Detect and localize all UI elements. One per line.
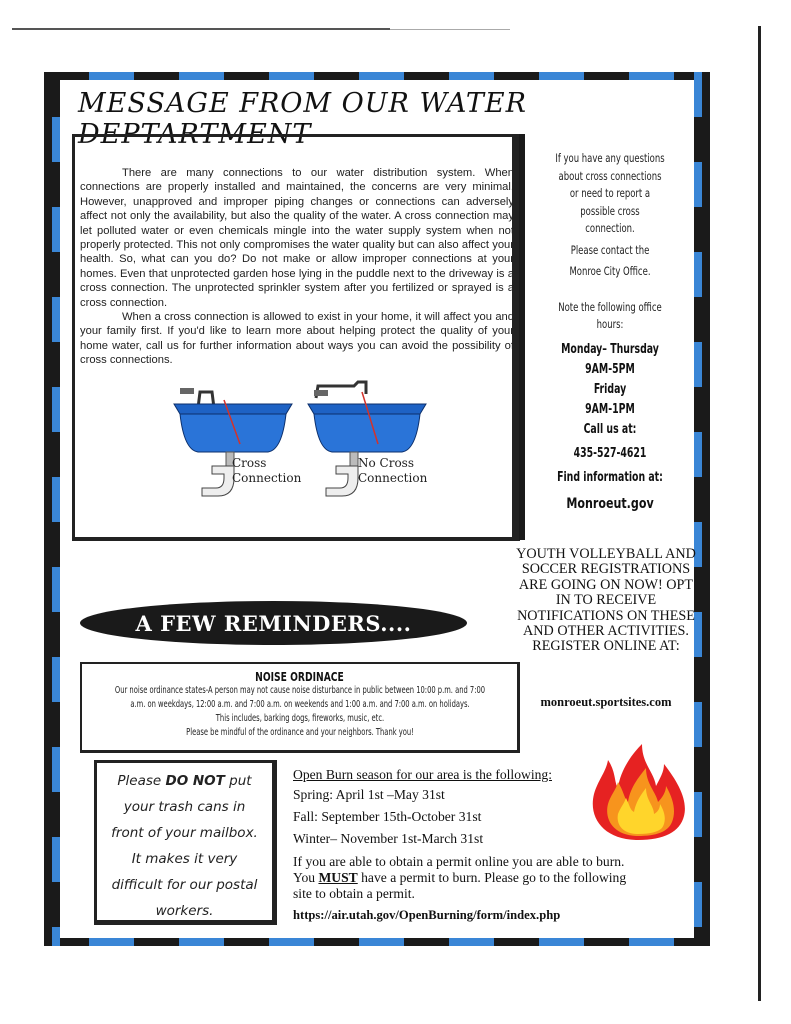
burn-permit-text — [293, 854, 633, 902]
office-question-2: about cross connections — [558, 168, 662, 183]
scan-edge-bar — [758, 26, 761, 1001]
office-call-label: Call us at: — [583, 421, 637, 437]
burn-permit-b: have a permit to burn. Please go to the following site to obtain a permit. — [293, 870, 627, 901]
column-divider — [519, 134, 525, 540]
trash-line-2: your trash cans in — [123, 799, 246, 815]
office-days-1: Monday– Thursday — [561, 341, 659, 357]
burn-fall: Fall: September 15th-October 31st — [293, 809, 482, 824]
top-rule-faint — [390, 29, 510, 30]
noise-line-1: Our noise ordinance states-A person may not cause noise disturbance in public between 10:00 p.m. and 7:00 — [114, 685, 486, 696]
cross-label-1: Cross — [232, 456, 267, 470]
page-title: MESSAGE FROM OUR WATER DEPTARTMENT — [78, 88, 527, 150]
cross-label-2: Connection — [232, 471, 302, 485]
flame-icon — [584, 742, 692, 842]
office-contact-1: Please contact the — [570, 242, 650, 257]
open-burn-section — [293, 766, 633, 923]
trash-line-3: front of your mailbox. — [111, 825, 258, 841]
reminders-banner: A FEW REMINDERS.... — [80, 601, 467, 645]
noise-ordinance-box — [80, 662, 520, 753]
office-find-label: Find information at: — [557, 469, 663, 485]
water-info-paragraph-1: There are many connections to our water distribution system. When connections are properly installed and maintained, the concerns are very minimal. However, unapproved and improper piping changes or connections can adversely affect not only the availability, but also the quality of the water. A cross connection may let polluted water or even chemicals mingle into the water supply system when not properly protected. This not only compromises the water quality but can also affect your health. So, what can you do? Do not make or allow improper connections at your homes. Even that unprotected garden hose lying in the puddle next to the driveway is a cross connection. The unprotected sprinkler system after you fertilized or sprayed is a cross connection. — [80, 167, 514, 309]
youth-registration-link[interactable]: monroeut.sportsites.com — [540, 695, 672, 709]
office-question-3: or need to report a — [569, 186, 651, 200]
office-question-5: connection. — [585, 221, 635, 235]
no-cross-connection-sink-icon — [306, 372, 436, 508]
cross-connection-sink-icon — [172, 378, 302, 508]
youth-registration-text: YOUTH VOLLEYBALL AND SOCCER REGISTRATIONS ARE GOING ON NOW! OPT IN TO RECEIVE NOTIFICATIONS ON THESE AND OTHER ACTIVITIES. REGISTER ONLINE AT: — [516, 546, 696, 655]
trash-can-notice — [94, 760, 277, 925]
noise-line-2: a.m. on weekdays, 12:00 a.m. and 7:00 a.m. on weekends and 1:00 a.m. and 7:00 a.m. on holidays. — [130, 699, 470, 710]
burn-must: MUST — [318, 870, 358, 885]
trash-line-5: difficult for our postal — [111, 877, 258, 893]
trash-do-not: DO NOT — [165, 773, 225, 789]
trash-line-4: It makes it very — [131, 851, 238, 867]
noise-heading: NOISE ORDINACE — [255, 670, 344, 684]
office-hours-2: 9AM-1PM — [585, 401, 635, 417]
office-question-1: If you have any questions — [555, 151, 665, 165]
burn-permit-link[interactable]: https://air.utah.gov/OpenBurning/form/index.php — [293, 908, 561, 922]
no-cross-label-1: No Cross — [358, 456, 414, 470]
burn-spring: Spring: April 1st –May 31st — [293, 787, 445, 802]
office-phone: 435-527-4621 — [573, 445, 647, 461]
burn-permit-a: If you are able to obtain a permit online you are able to burn. You — [293, 854, 625, 885]
office-contact-2: Monroe City Office. — [569, 264, 651, 278]
office-hours-note-2: hours: — [596, 317, 624, 331]
office-days-2: Friday — [593, 381, 627, 397]
office-website[interactable]: Monroeut.gov — [566, 495, 654, 512]
office-info — [535, 150, 685, 514]
trash-line-1-a: Please — [117, 773, 166, 789]
noise-line-4: Please be mindful of the ordinance and your neighbors. Thank you! — [186, 727, 414, 738]
office-question-4: possible cross — [580, 203, 640, 218]
office-hours-note-1: Note the following office — [558, 299, 662, 314]
office-hours-1: 9AM-5PM — [585, 361, 635, 377]
burn-heading: Open Burn season for our area is the following: — [293, 767, 552, 782]
water-info-text — [80, 166, 514, 368]
no-cross-label-2: Connection — [358, 471, 428, 485]
burn-winter: Winter– November 1st-March 31st — [293, 831, 484, 846]
trash-line-1-c: put — [224, 773, 252, 789]
water-info-paragraph-2: When a cross connection is allowed to exist in your home, it will affect you and your family first. If you'd like to learn more about helping protect the quality of your home water, call us for further information about ways you can avoid the possibility of cross connections. — [80, 311, 514, 367]
trash-line-1 — [97, 768, 272, 794]
trash-line-6: workers. — [155, 903, 214, 919]
noise-line-3: This includes, barking dogs, fireworks, music, etc. — [215, 713, 385, 724]
top-rule — [12, 28, 390, 30]
